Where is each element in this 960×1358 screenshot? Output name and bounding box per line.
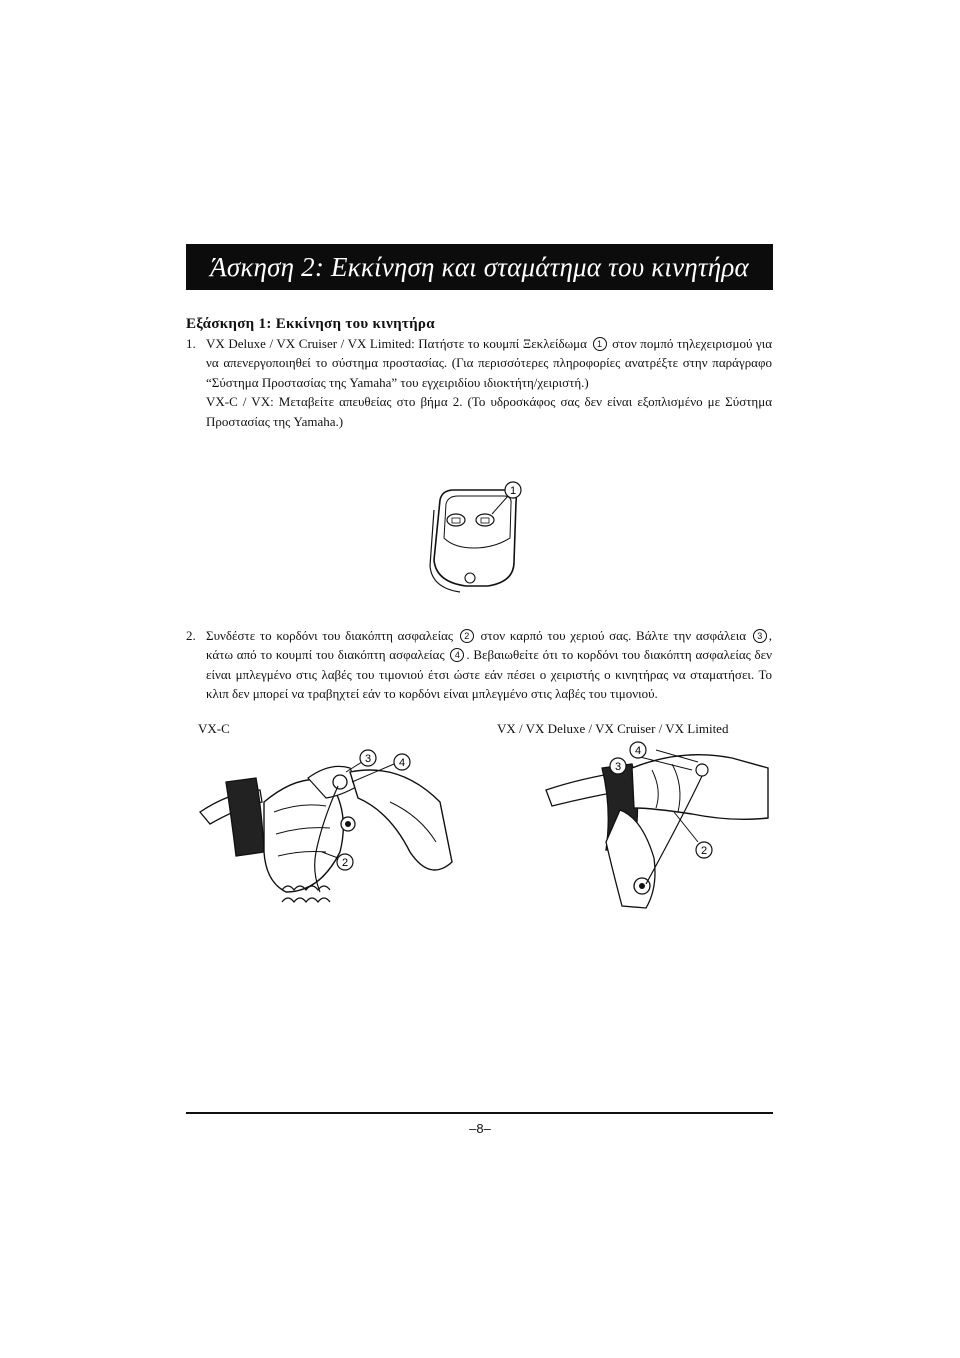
callout-2-label: 2	[700, 845, 708, 857]
marker-2: 2	[460, 629, 474, 643]
handlebar-grip	[350, 770, 452, 870]
callout-4-label: 4	[398, 757, 406, 769]
step-2-text-a: Συνδέστε το κορδόνι του διακόπτη ασφαλείας	[206, 628, 454, 643]
step-number: 2.	[186, 628, 196, 643]
step-1-paragraph-b: VX-C / VX: Μεταβείτε απευθείας στο βήμα 2. (Το υδροσκάφος σας δεν είναι εξοπλισμένο με Σύστημα Προστασίας της Yamaha.)	[206, 394, 772, 429]
callout-2-label: 2	[341, 857, 349, 869]
gloved-hand	[606, 810, 655, 908]
figure-right-caption: VX / VX Deluxe / VX Cruiser / VX Limited	[497, 721, 729, 736]
step-1-text-b: στον πομπό τηλεχειρισμού για να απενεργοποιηθεί το σύστημα προστασίας. (Για περισσότερες πληροφορίες ανατρέξτε στην παράγραφο “Σύστημα Προστασίας της Yamaha” του εγχειριδίου ιδιοκτήτη/χειριστή.)	[206, 336, 773, 390]
keyring-hole-icon	[465, 573, 475, 583]
marker-1: 1	[593, 337, 607, 351]
callout-3-label: 3	[614, 761, 622, 773]
step-1	[186, 334, 772, 431]
safety-switch-icon	[696, 764, 708, 776]
marker-4: 4	[450, 648, 464, 662]
chapter-banner	[186, 244, 773, 290]
step-number: 1.	[186, 336, 196, 351]
vx-lanyard-illustration	[542, 738, 772, 918]
page-number: –8–	[469, 1121, 491, 1136]
lock-button-icon	[447, 514, 465, 526]
chapter-title: Άσκηση 2: Εκκίνηση και σταμάτημα του κινητήρα	[210, 251, 749, 282]
safety-switch-icon	[333, 775, 347, 789]
step-2-text-b: στον καρπό του χεριού σας. Βάλτε την ασφάλεια	[480, 628, 747, 643]
step-2	[186, 626, 772, 704]
unlock-button-icon	[476, 514, 494, 526]
section-title: Εξάσκηση 1: Εκκίνηση του κινητήρα	[186, 316, 435, 332]
remote-control-illustration	[420, 474, 540, 602]
figure-left-caption: VX-C	[198, 721, 230, 736]
wrist-cuff	[226, 778, 264, 856]
footer-rule	[186, 1112, 773, 1114]
callout-4-label: 4	[634, 745, 642, 757]
callout-1-label: 1	[509, 485, 517, 497]
step-1-paragraph-a	[206, 334, 772, 392]
marker-3: 3	[753, 629, 767, 643]
step-2-text-c: , κάτω από το κουμπί του διακόπτη ασφαλείας	[206, 628, 773, 663]
vx-c-lanyard-illustration	[190, 742, 460, 922]
step-2-text-d: . Βεβαιωθείτε ότι το κορδόνι του διακόπτη ασφαλείας δεν είναι μπλεγμένο στις λαβές του τιμονιού έτσι ώστε εάν πέσει ο χειριστής ο κινητήρας να σταματήσει. Το κλιπ δεν μπορεί να τραβηχτεί εάν το κορδόνι είναι μπλεγμένο στις λαβές του τιμονιού.	[206, 647, 773, 702]
step-2-paragraph	[206, 626, 772, 704]
step-1-text-a: VX Deluxe / VX Cruiser / VX Limited: Πατήστε το κουμπί Ξεκλείδωμα	[206, 336, 587, 351]
callout-3-label: 3	[364, 753, 372, 765]
